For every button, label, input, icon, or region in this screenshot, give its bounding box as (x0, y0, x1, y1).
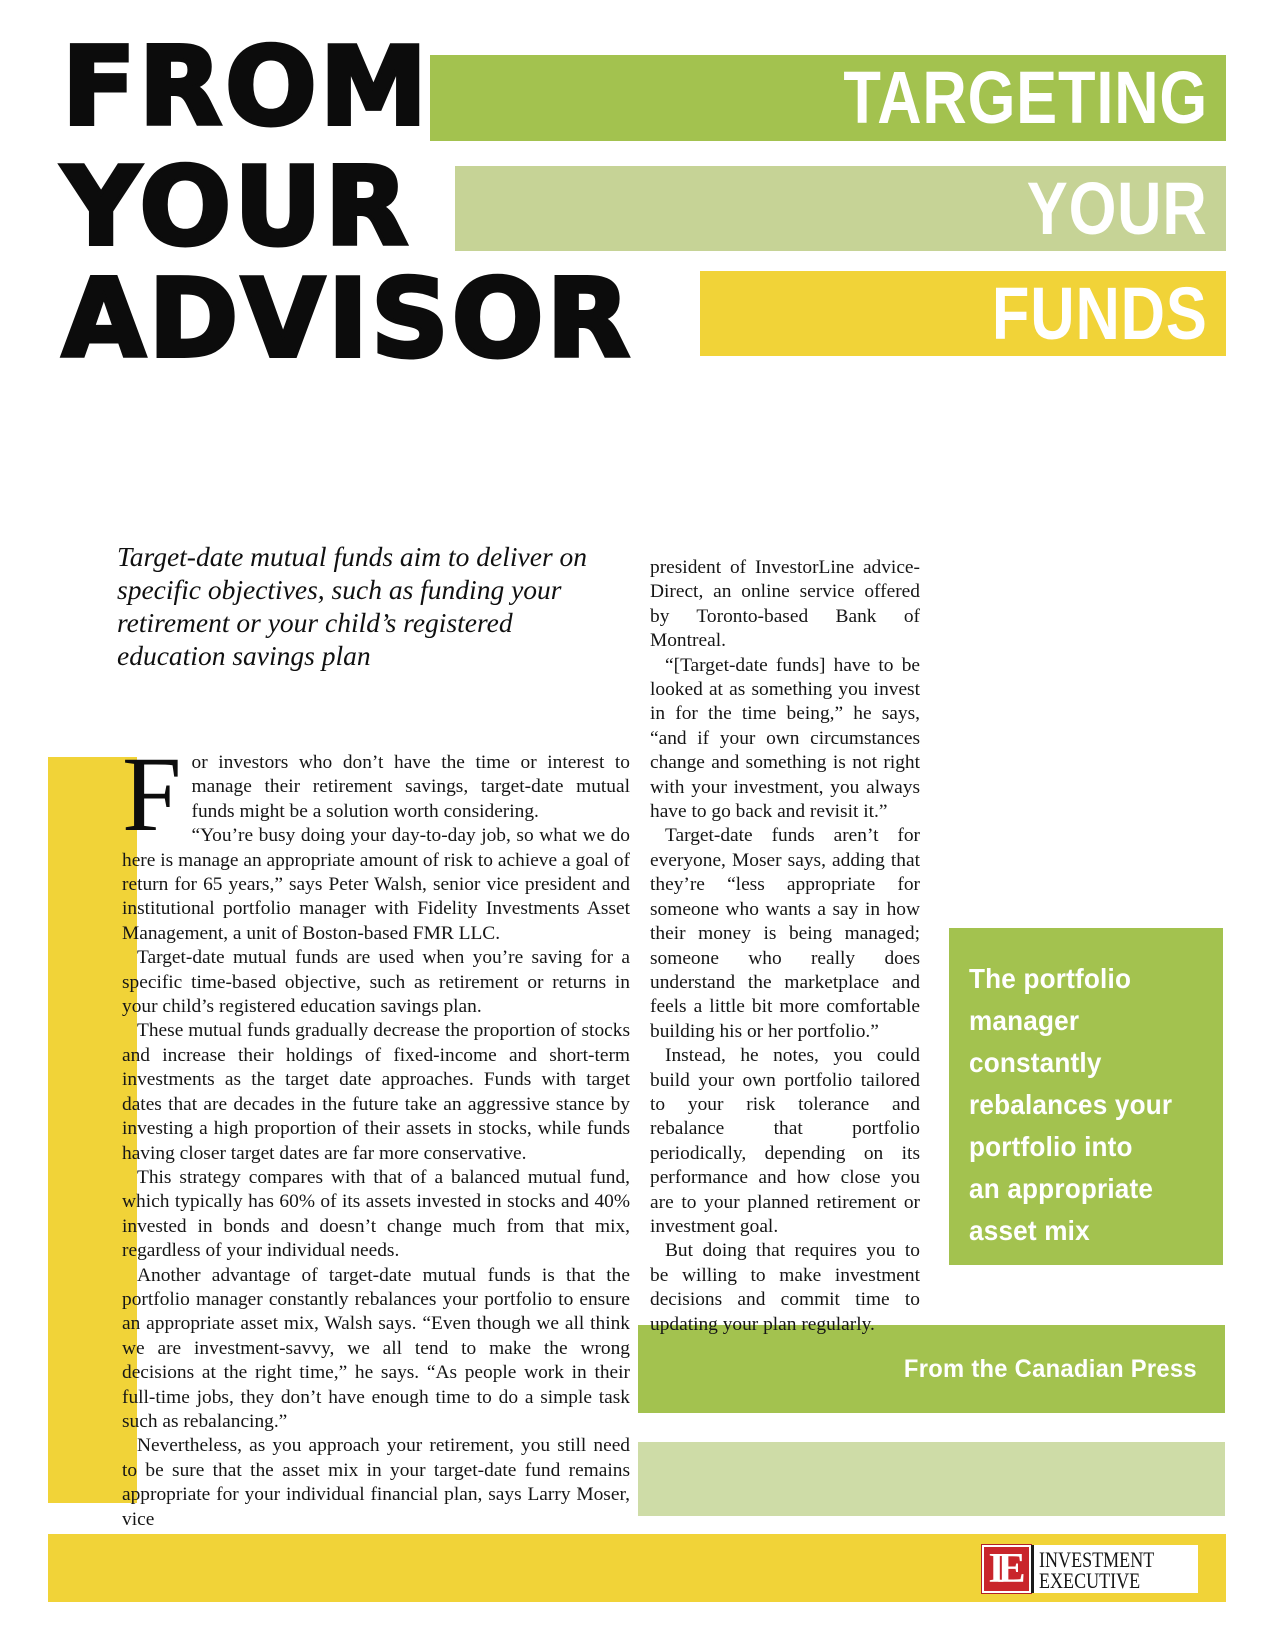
paragraph: Nevertheless, as you approach your retirement, you still need to be sure that the asset mix in your target-date fund remains appropriate for your individual financial plan, says Larry Moser, vice (122, 1435, 630, 1530)
pale-green-bar (638, 1442, 1225, 1516)
investment-executive-logo (982, 1545, 1198, 1593)
drop-cap: F (122, 736, 182, 854)
paragraph: “You’re busy doing your day-to-day job, so what we do here is manage an appropriate amount of risk to achieve a goal of return for 65 years,” says Peter Walsh, senior vice president and institutional portfolio manager with Fidelity Investments Asset Management, a unit of Boston-based FMR LLC. (122, 825, 630, 944)
logo-line-executive: EXECUTIVE (1039, 1568, 1141, 1593)
header-word-your-black: YOUR (62, 145, 412, 270)
header-bar-targeting (430, 55, 1226, 141)
paragraph: But doing that requires you to be willing to make investment decisions and commit time to updating your plan regularly. (650, 1240, 920, 1335)
credit-bar (638, 1325, 1225, 1413)
pull-quote-text: The portfolio manager constantly rebalances your portfolio into an appropriate asset mix (969, 963, 1173, 1246)
article-deck: Target-date mutual funds aim to deliver on specific objectives, such as funding your retirement or your child’s registered education savings plan (117, 541, 588, 671)
credit-text: From the Canadian Press (903, 1354, 1197, 1383)
ie-monogram-text: IE (988, 1546, 1019, 1592)
pull-quote-box (949, 928, 1223, 1265)
header-word-targeting: TARGETING (843, 56, 1208, 139)
ie-monogram-icon (982, 1545, 1031, 1593)
paragraph: Target-date mutual funds are used when you’re saving for a specific time-based objective, such as retirement or returns in your child’s registered education savings plan. (122, 947, 630, 1018)
paragraph: Target-date funds aren’t for everyone, Moser says, adding that they’re “less appropriate for someone who wants a say in how their money is being managed; someone who really does understand the marketplace and feels a little bit more comfortable building his or her portfolio.” (650, 825, 920, 1042)
logo-line-investment: INVESTMENT (1039, 1547, 1155, 1572)
paragraph-opening (122, 736, 630, 854)
paragraph: “[Target-date funds] have to be looked at as something you invest in for the time being,” he says, “and if your own circumstances change and something is not right with your investment, you always have to go back and revisit it.” (650, 654, 920, 823)
header-word-from: FROM (62, 25, 431, 150)
header-word-advisor: ADVISOR (62, 257, 633, 382)
body-column-left (122, 736, 630, 1532)
paragraph: This strategy compares with that of a balanced mutual fund, which typically has 60% of its assets invested in stocks and 40% invested in bonds and doesn’t change much from that mix, regardless of your individual needs. (122, 1166, 630, 1262)
paragraph: These mutual funds gradually decrease the proportion of stocks and increase their holdings of fixed-income and short-term investments as the target date approaches. Funds with target dates that are decades in the future take an aggressive stance by investing a high proportion of their assets in stocks, while funds having closer target dates are far more conservative. (122, 1020, 630, 1164)
header-bar-funds (700, 271, 1226, 356)
header-bar-your (455, 166, 1226, 251)
header-word-your-white: YOUR (1026, 166, 1208, 250)
paragraph: president of InvestorLine advice-Direct, an online service offered by Toronto-based Bank of Montreal. (650, 557, 920, 652)
header-word-funds: FUNDS (992, 271, 1208, 355)
opening-text: or investors who don’t have the time or interest to manage their retirement savings, target-date mutual funds might be a solution worth considering. (191, 752, 630, 822)
paragraph: Instead, he notes, you could build your own portfolio tailored to your risk tolerance and rebalance that portfolio periodically, depending on its performance and how close you are to your planned retirement or investment goal. (650, 1045, 920, 1237)
paragraph: Another advantage of target-date mutual funds is that the portfolio manager constantly rebalances your portfolio to ensure an appropriate asset mix, Walsh says. “Even though we all think we are investment-savvy, we all tend to make the wrong decisions at the right time,” he says. “As people work in their full-time jobs, they don’t have enough time to do a simple task such as rebalancing.” (122, 1264, 630, 1432)
right-column-paragraphs (650, 556, 920, 1337)
logo-wordmark (1031, 1545, 1198, 1593)
body-column-right (650, 556, 920, 1337)
left-column-paragraphs (122, 824, 630, 1532)
